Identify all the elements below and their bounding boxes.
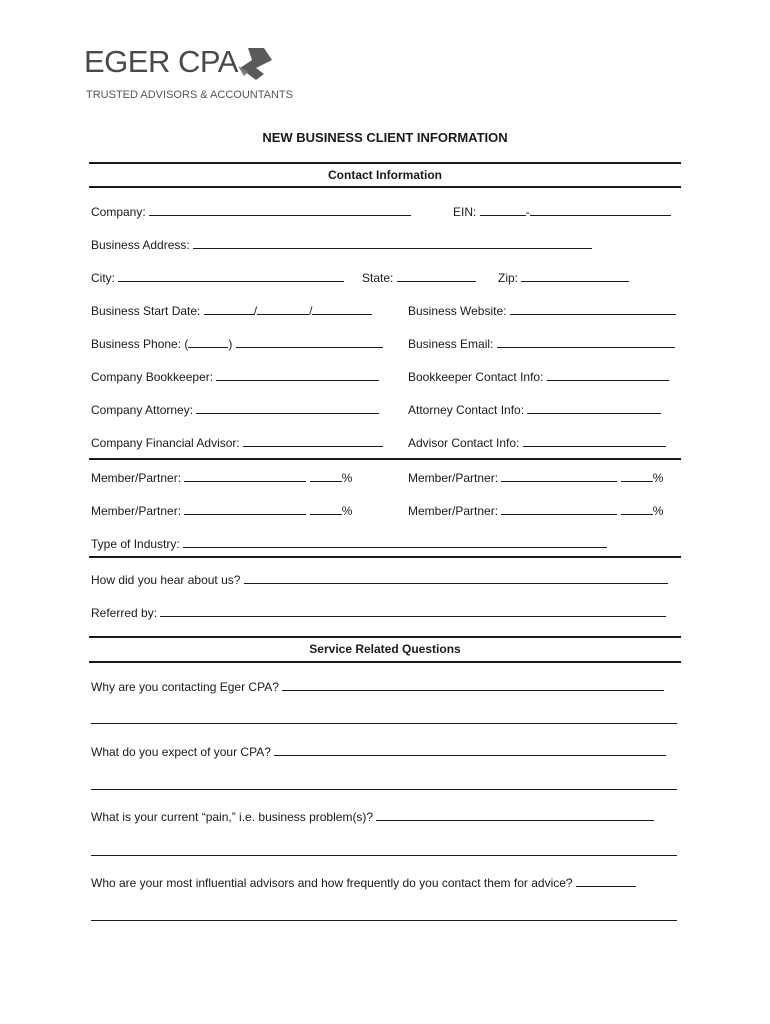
company-input-line[interactable] (149, 204, 411, 216)
member-partner-label: Member/Partner: (91, 471, 182, 485)
advisor-contact-field[interactable] (408, 435, 666, 450)
member-partner-name-line[interactable] (184, 503, 306, 515)
city-field[interactable] (91, 270, 344, 285)
how-did-you-hear-label: How did you hear about us? (91, 573, 241, 587)
divider (89, 458, 681, 460)
question-field[interactable] (91, 744, 666, 759)
business-website-input-line[interactable] (510, 303, 676, 315)
company-bookkeeper-field[interactable] (91, 369, 379, 384)
business-address-field[interactable] (91, 237, 592, 252)
date-separator: / (253, 304, 258, 318)
question-label: What is your current “pain,” i.e. business problem(s)? (91, 810, 374, 824)
logo-mark-icon (234, 46, 274, 82)
section-heading-service: Service Related Questions (309, 642, 461, 656)
member-partner-name-line[interactable] (184, 470, 306, 482)
phone-number-line[interactable] (236, 336, 383, 348)
member-partner-field[interactable] (91, 470, 352, 485)
business-website-label: Business Website: (408, 304, 507, 318)
advisor-contact-label: Advisor Contact Info: (408, 436, 520, 450)
business-website-field[interactable] (408, 303, 676, 318)
bookkeeper-contact-field[interactable] (408, 369, 669, 384)
member-partner-label: Member/Partner: (91, 504, 182, 518)
zip-input-line[interactable] (521, 270, 629, 282)
member-partner-percent-line[interactable] (621, 503, 653, 515)
answer-input-line[interactable] (91, 789, 677, 790)
question-label: What do you expect of your CPA? (91, 745, 271, 759)
company-attorney-label: Company Attorney: (91, 403, 194, 417)
referred-by-field[interactable] (91, 605, 666, 620)
member-partner-label: Member/Partner: (408, 471, 499, 485)
page-title: NEW BUSINESS CLIENT INFORMATION (262, 130, 508, 145)
answer-input-line[interactable] (376, 809, 654, 821)
member-partner-field[interactable] (408, 470, 663, 485)
zip-field[interactable] (498, 270, 629, 285)
referred-by-input-line[interactable] (160, 605, 666, 617)
phone-area-code-line[interactable] (188, 336, 228, 348)
start-date-day-line[interactable] (257, 303, 309, 315)
answer-input-line[interactable] (91, 920, 677, 921)
logo-name: EGER CPA (84, 44, 238, 79)
company-field[interactable] (91, 204, 411, 219)
member-partner-label: Member/Partner: (408, 504, 499, 518)
business-email-input-line[interactable] (497, 336, 675, 348)
state-label: State: (362, 271, 394, 285)
business-address-input-line[interactable] (193, 237, 592, 249)
answer-input-line[interactable] (91, 855, 677, 856)
company-label: Company: (91, 205, 146, 219)
member-partner-field[interactable] (408, 503, 663, 518)
divider (89, 556, 681, 558)
business-email-field[interactable] (408, 336, 675, 351)
company-bookkeeper-label: Company Bookkeeper: (91, 370, 214, 384)
divider (89, 661, 681, 663)
how-did-you-hear-input-line[interactable] (244, 572, 668, 584)
answer-input-line[interactable] (274, 744, 666, 756)
state-input-line[interactable] (397, 270, 476, 282)
ein-label: EIN: (453, 205, 477, 219)
company-financial-advisor-field[interactable] (91, 435, 383, 450)
zip-label: Zip: (498, 271, 519, 285)
percent-sign: % (341, 504, 353, 518)
city-input-line[interactable] (118, 270, 344, 282)
question-label: Why are you contacting Eger CPA? (91, 680, 279, 694)
member-partner-percent-line[interactable] (310, 470, 342, 482)
start-date-year-line[interactable] (312, 303, 372, 315)
state-field[interactable] (362, 270, 476, 285)
percent-sign: % (341, 471, 353, 485)
divider (89, 636, 681, 638)
type-of-industry-field[interactable] (91, 536, 607, 551)
city-label: City: (91, 271, 115, 285)
date-separator: / (309, 304, 313, 318)
start-date-month-line[interactable] (204, 303, 254, 315)
attorney-contact-label: Attorney Contact Info: (408, 403, 525, 417)
phone-close-paren: ) (228, 337, 233, 351)
business-phone-field[interactable] (91, 336, 383, 351)
member-partner-percent-line[interactable] (310, 503, 342, 515)
member-partner-name-line[interactable] (501, 503, 617, 515)
type-of-industry-input-line[interactable] (183, 536, 607, 548)
business-phone-label: Business Phone: ( (91, 337, 189, 351)
type-of-industry-label: Type of Industry: (91, 537, 180, 551)
question-label: Who are your most influential advisors and how frequently do you contact them for advice? (91, 876, 573, 890)
company-attorney-field[interactable] (91, 402, 379, 417)
percent-sign: % (652, 504, 664, 518)
business-email-label: Business Email: (408, 337, 494, 351)
company-financial-advisor-label: Company Financial Advisor: (91, 436, 240, 450)
referred-by-label: Referred by: (91, 606, 158, 620)
logo-tagline: TRUSTED ADVISORS & ACCOUNTANTS (86, 89, 293, 101)
business-start-date-label: Business Start Date: (91, 304, 201, 318)
question-field[interactable] (91, 809, 654, 824)
company-bookkeeper-input-line[interactable] (216, 369, 379, 381)
answer-input-line[interactable] (91, 723, 677, 724)
ein-suffix-line[interactable] (530, 204, 671, 216)
divider (89, 186, 681, 188)
member-partner-field[interactable] (91, 503, 352, 518)
member-partner-percent-line[interactable] (621, 470, 653, 482)
how-did-you-hear-field[interactable] (91, 572, 668, 587)
question-field[interactable] (91, 875, 636, 890)
divider (89, 162, 681, 164)
advisor-contact-input-line[interactable] (523, 435, 666, 447)
ein-prefix-line[interactable] (480, 204, 526, 216)
section-heading-contact: Contact Information (328, 168, 442, 182)
answer-input-line[interactable] (576, 875, 636, 887)
question-field[interactable] (91, 679, 664, 694)
company-attorney-input-line[interactable] (196, 402, 379, 414)
attorney-contact-input-line[interactable] (527, 402, 661, 414)
business-start-date-field[interactable] (91, 303, 372, 318)
member-partner-name-line[interactable] (501, 470, 617, 482)
bookkeeper-contact-label: Bookkeeper Contact Info: (408, 370, 544, 384)
attorney-contact-field[interactable] (408, 402, 661, 417)
ein-field[interactable]: EIN: - (453, 204, 671, 219)
answer-input-line[interactable] (282, 679, 664, 691)
bookkeeper-contact-input-line[interactable] (547, 369, 669, 381)
percent-sign: % (652, 471, 664, 485)
business-address-label: Business Address: (91, 238, 190, 252)
company-financial-advisor-input-line[interactable] (243, 435, 383, 447)
